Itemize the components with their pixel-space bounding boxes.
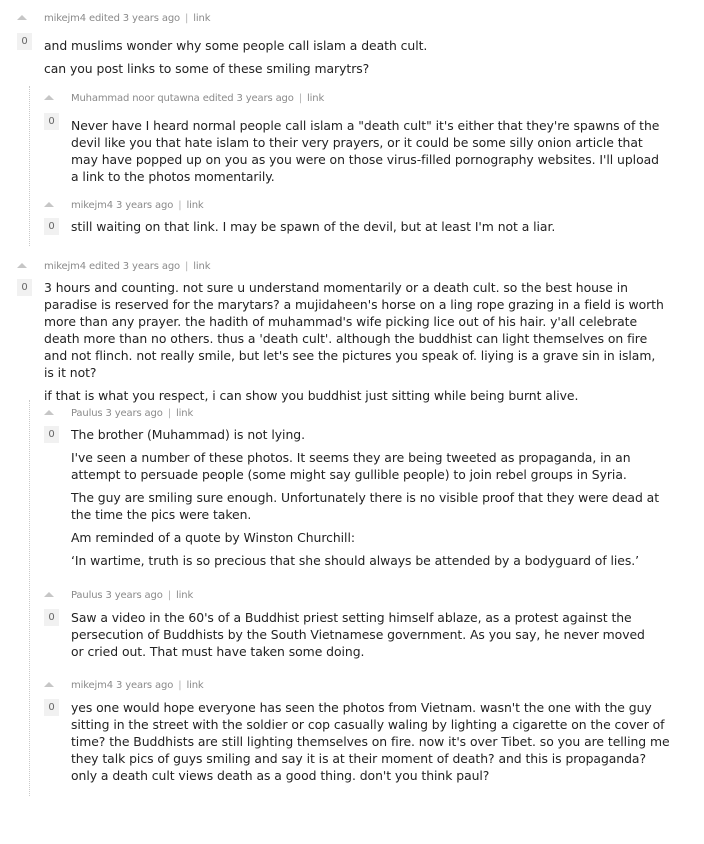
vote-score: 0 [17,33,32,50]
comment-author[interactable]: mikejm4 [71,200,113,211]
comment-time: edited 3 years ago [88,13,180,24]
thread-line [29,400,30,796]
permalink[interactable]: link [193,261,211,272]
vote-score: 0 [44,113,59,130]
meta-separator: | [178,680,182,691]
meta-separator: | [178,200,182,211]
permalink[interactable]: link [193,13,211,24]
comment-time: 3 years ago [115,200,174,211]
meta-separator: | [298,93,302,104]
vote-score: 0 [44,426,59,443]
comment-paragraph: 3 hours and counting. not sure u understand momentarily or a death cult. so the best house in paradise is reserved for the marytars? a mujidaheen's horse on a ling rope grazing in a field is worth more than any prayer. the hadith of muhammad's wife picking lice out of his hair. y'all celebrate death more than no others. thus a 'death cult'. although the buddhist can light themselves on fire and not flinch. not really smile, but let's see the pictures you speak of. liying is a grave sin in islam, is it not? [44,280,664,380]
comment-paragraph: ‘In wartime, truth is so precious that she should always be attended by a bodyguard of lies.’ [71,553,640,568]
upvote-arrow-icon[interactable] [44,410,54,415]
comment-paragraph: I've seen a number of these photos. It seems they are being tweeted as propaganda, in an attempt to persuade people (some might say gullible people) to join rebel groups in Syria. [71,450,631,482]
vote-score: 0 [44,218,59,235]
comment-body [71,609,651,666]
comment-time: edited 3 years ago [202,93,294,104]
meta-separator: | [167,590,171,601]
meta-separator: | [167,408,171,419]
comment-meta [44,261,210,273]
comment-paragraph: The guy are smiling sure enough. Unfortunately there is no visible proof that they were dead at the time the pics were taken. [71,490,660,522]
comment-meta [44,13,210,25]
comment-paragraph: and muslims wonder why some people call islam a death cult. [44,38,428,53]
comment-body [71,117,667,191]
upvote-arrow-icon[interactable] [17,263,27,268]
upvote-arrow-icon[interactable] [44,682,54,687]
upvote-arrow-icon[interactable] [44,592,54,597]
comment-body [44,37,656,83]
comment-paragraph: still waiting on that link. I may be spawn of the devil, but at least I'm not a liar. [71,219,556,234]
comment-author[interactable]: Muhammad noor qutawna [71,93,200,104]
comment-paragraph: Am reminded of a quote by Winston Churchill: [71,530,355,545]
comment-author[interactable]: mikejm4 [44,261,86,272]
permalink[interactable]: link [307,93,325,104]
upvote-arrow-icon[interactable] [17,15,27,20]
meta-separator: | [185,13,189,24]
vote-score: 0 [44,699,59,716]
meta-separator: | [185,261,189,272]
comment-body [71,699,671,790]
comment-time: 3 years ago [115,680,174,691]
permalink[interactable]: link [176,590,194,601]
upvote-arrow-icon[interactable] [44,95,54,100]
comment-author[interactable]: mikejm4 [71,680,113,691]
comment-author[interactable]: mikejm4 [44,13,86,24]
comment-body [71,218,683,241]
comment-body [71,426,671,575]
comment-author[interactable]: Paulus [71,408,103,419]
comment-body [44,279,668,410]
comment-paragraph: if that is what you respect, i can show you buddhist just sitting while being burnt alive. [44,388,579,403]
thread-line [29,86,30,246]
comment-paragraph: Never have I heard normal people call islam a "death cult" it's either that they're spawns of the devil like you that hate islam to their very prayers, or it could be some silly onion article that may have popped up on you as you were on those virus-filled pornography websites. I'll upload a link to the photos momentarily. [71,118,660,184]
comment-paragraph: yes one would hope everyone has seen the photos from Vietnam. wasn't the one with the guy sitting in the street with the soldier or cop casually waling by lighting a cigarette on the cover of time? the Buddhists are still lighting themselves on fire. now it's over Tibet. so you are telling me they talk pics of guys smiling and say it is at their moment of death? and this is propaganda? only a death cult views death as a good thing. don't you think paul? [71,700,670,783]
comment-meta [71,93,324,105]
comment-meta [71,200,204,212]
comment-meta [71,680,204,692]
comment-time: 3 years ago [105,590,163,601]
upvote-arrow-icon[interactable] [44,202,54,207]
comment-time: edited 3 years ago [88,261,180,272]
comment-meta [71,408,193,420]
comment-paragraph: Saw a video in the 60's of a Buddhist priest setting himself ablaze, as a protest against the persecution of Buddhists by the South Vietnamese government. As you say, he never moved or cried out. That must have taken some doing. [71,610,645,659]
vote-score: 0 [44,609,59,626]
comment-paragraph: The brother (Muhammad) is not lying. [71,427,305,442]
comment-time: 3 years ago [105,408,163,419]
permalink[interactable]: link [186,680,204,691]
permalink[interactable]: link [186,200,204,211]
comment-paragraph: can you post links to some of these smiling marytrs? [44,61,370,76]
permalink[interactable]: link [176,408,194,419]
comment-meta [71,590,193,602]
vote-score: 0 [17,279,32,296]
comment-author[interactable]: Paulus [71,590,103,601]
